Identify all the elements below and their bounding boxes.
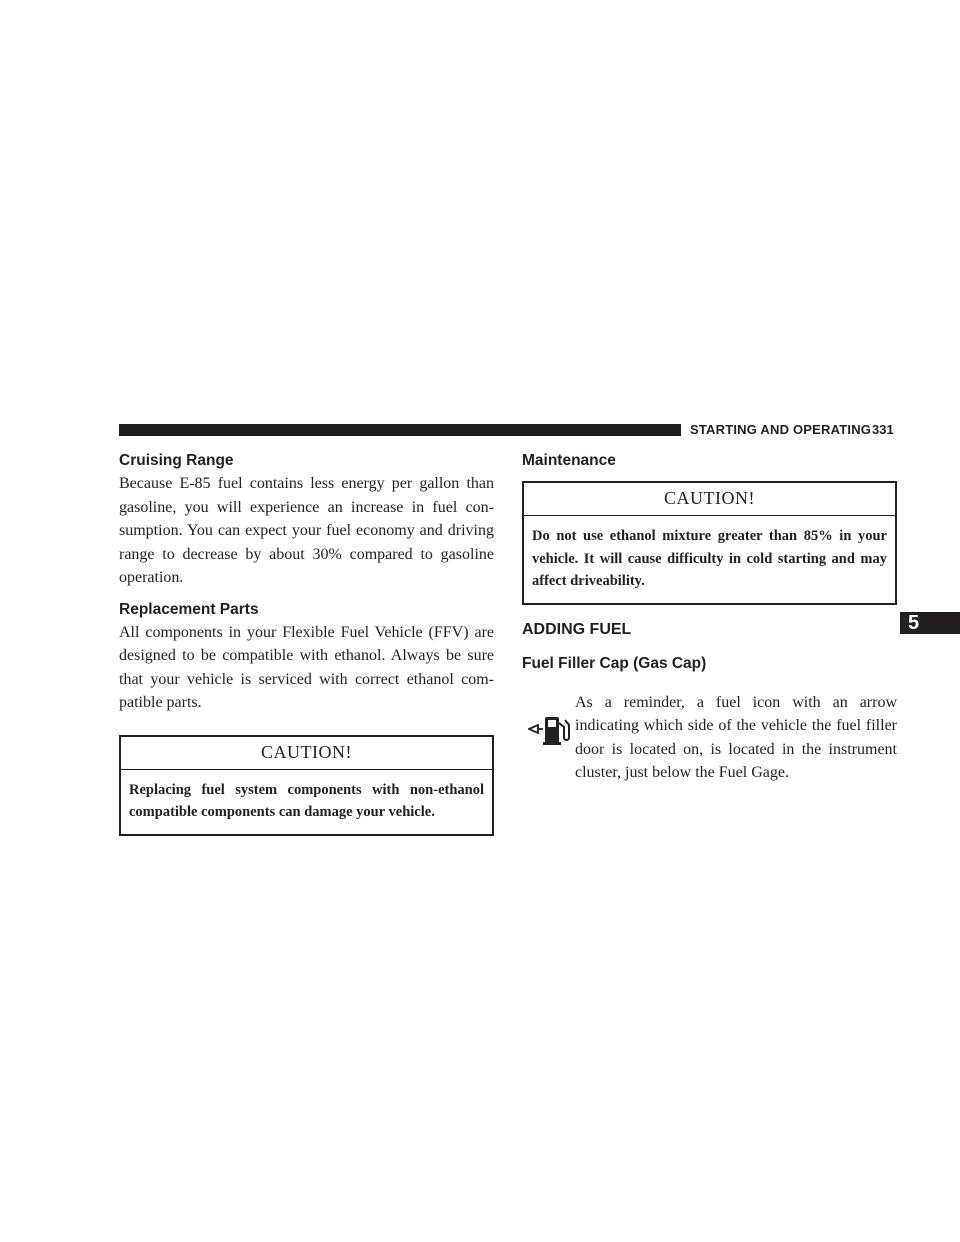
left-column bbox=[119, 450, 494, 836]
fuel-filler-cap-heading: Fuel Filler Cap (Gas Cap) bbox=[522, 654, 707, 672]
caution-title: CAUTION! bbox=[121, 737, 492, 770]
cruising-range-heading: Cruising Range bbox=[119, 452, 234, 469]
header-rule bbox=[119, 424, 681, 436]
caution-text: Do not use ethanol mixture greater than 85% in your vehicle. It will cause difficulty in cold starting and may affect driveability. bbox=[532, 528, 887, 589]
cruising-range-body: Because E-85 fuel contains less energy per gallon than gasoline, you will experience an increase in fuel con-sumption. You can expect your fuel economy and driving range to decrease by about 30% compared to gasoline operation. bbox=[119, 475, 494, 586]
fuel-pump-arrow-icon bbox=[528, 711, 570, 747]
caution-box-replacement bbox=[119, 735, 494, 836]
replacement-parts-body: All components in your Flexible Fuel Vehicle (FFV) are designed to be compatible with ethanol. Always be sure that your vehicle is serviced with correct ethanol com-patible parts. bbox=[119, 623, 494, 711]
chapter-tab: 5 bbox=[900, 612, 960, 634]
caution-box-maintenance bbox=[522, 481, 897, 605]
caution-text: Replacing fuel system components with non-ethanol compatible components can damage your vehicle. bbox=[129, 781, 484, 820]
section-title: STARTING AND OPERATING bbox=[690, 422, 872, 437]
fuel-filler-cap-section bbox=[522, 691, 897, 785]
page-number: 331 bbox=[872, 422, 894, 437]
fuel-filler-cap-body: As a reminder, a fuel icon with an arrow indicating which side of the vehicle the fuel filler door is located on, is located in the instrument cluster, just below the Fuel Gage. bbox=[575, 693, 897, 781]
right-column bbox=[522, 450, 897, 801]
adding-fuel-heading: ADDING FUEL bbox=[522, 620, 632, 638]
caution-title: CAUTION! bbox=[524, 483, 895, 516]
maintenance-heading: Maintenance bbox=[522, 452, 616, 469]
replacement-parts-heading: Replacement Parts bbox=[119, 600, 259, 618]
